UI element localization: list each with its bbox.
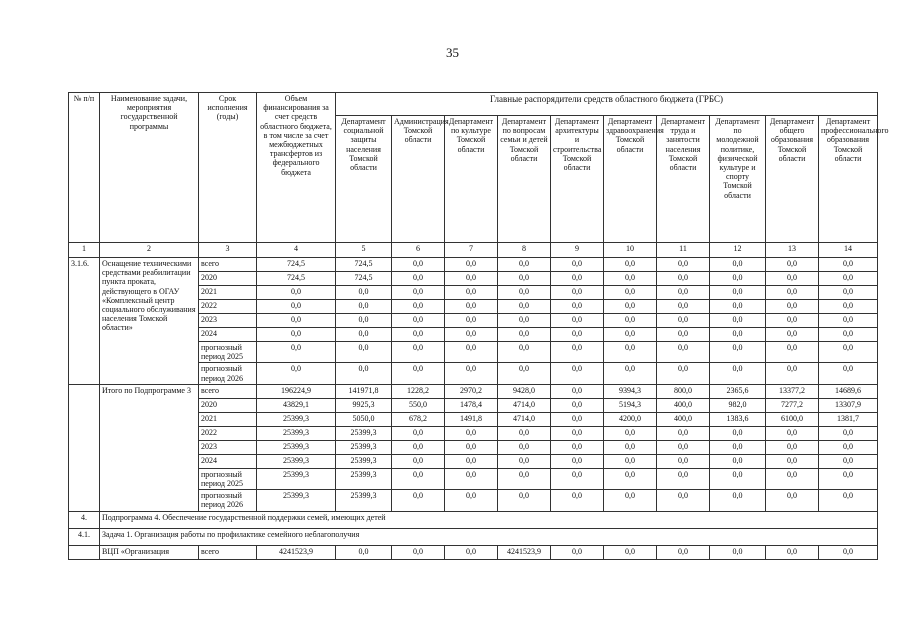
value-cell: 0,0	[257, 328, 336, 342]
section-number: 4.	[69, 511, 100, 528]
item-number: 3.1.6.	[69, 258, 100, 385]
value-cell: 9394,3	[604, 384, 657, 398]
value-cell: 7277,2	[766, 398, 819, 412]
value-cell: 0,0	[551, 412, 604, 426]
value-cell: 0,0	[766, 426, 819, 440]
column-number: 5	[336, 243, 392, 258]
value-cell: 0,0	[551, 286, 604, 300]
value-cell: 196224,9	[257, 384, 336, 398]
section-number: 4.1.	[69, 528, 100, 545]
value-cell: 0,0	[710, 426, 766, 440]
value-cell: 2365,6	[710, 384, 766, 398]
value-cell: 0,0	[657, 426, 710, 440]
item-number	[69, 384, 100, 511]
value-cell: 0,0	[498, 363, 551, 384]
value-cell: 13307,9	[819, 398, 878, 412]
value-cell: 0,0	[551, 384, 604, 398]
value-cell: 0,0	[392, 454, 445, 468]
value-cell: 4241523,9	[257, 545, 336, 559]
value-cell: 0,0	[819, 426, 878, 440]
header-num: № п/п	[69, 93, 100, 243]
value-cell: 0,0	[445, 545, 498, 559]
value-cell: 0,0	[766, 300, 819, 314]
value-cell: 0,0	[819, 545, 878, 559]
value-cell: 14689,6	[819, 384, 878, 398]
value-cell: 25399,3	[336, 440, 392, 454]
value-cell: 0,0	[257, 363, 336, 384]
value-cell: 0,0	[766, 314, 819, 328]
value-cell: 0,0	[657, 286, 710, 300]
value-cell: 1491,8	[445, 412, 498, 426]
value-cell: 0,0	[819, 468, 878, 489]
value-cell: 0,0	[445, 300, 498, 314]
value-cell: 0,0	[498, 258, 551, 272]
value-cell: 0,0	[392, 258, 445, 272]
value-cell: 25399,3	[257, 440, 336, 454]
value-cell: 0,0	[445, 286, 498, 300]
value-cell: 0,0	[336, 342, 392, 363]
value-cell: 0,0	[498, 468, 551, 489]
table-row	[69, 545, 878, 559]
value-cell: 0,0	[766, 272, 819, 286]
value-cell: 400,0	[657, 412, 710, 426]
value-cell: 0,0	[604, 490, 657, 511]
value-cell: 0,0	[819, 342, 878, 363]
value-cell: 0,0	[657, 363, 710, 384]
period-cell: всего	[199, 545, 257, 559]
column-number: 11	[657, 243, 710, 258]
header-dept: Департамент общего образования Томской области	[766, 116, 819, 243]
value-cell: 0,0	[819, 300, 878, 314]
period-cell: прогнозный период 2026	[199, 490, 257, 511]
value-cell: 0,0	[498, 426, 551, 440]
value-cell: 0,0	[604, 363, 657, 384]
value-cell: 0,0	[551, 468, 604, 489]
value-cell: 0,0	[392, 300, 445, 314]
value-cell: 0,0	[710, 342, 766, 363]
value-cell: 1478,4	[445, 398, 498, 412]
value-cell: 0,0	[551, 490, 604, 511]
section-title: Подпрограмма 4. Обеспечение государственной поддержки семей, имеющих детей	[100, 511, 878, 528]
value-cell: 0,0	[392, 426, 445, 440]
value-cell: 0,0	[551, 342, 604, 363]
value-cell: 0,0	[710, 490, 766, 511]
header-name: Наименование задачи, мероприятия государственной программы	[100, 93, 199, 243]
value-cell: 800,0	[657, 384, 710, 398]
value-cell: 0,0	[657, 468, 710, 489]
value-cell: 0,0	[336, 545, 392, 559]
value-cell: 0,0	[445, 272, 498, 286]
value-cell: 0,0	[657, 272, 710, 286]
value-cell: 724,5	[257, 258, 336, 272]
value-cell: 0,0	[657, 454, 710, 468]
value-cell: 0,0	[819, 286, 878, 300]
header-dept: Администрация Томской области	[392, 116, 445, 243]
value-cell: 0,0	[392, 272, 445, 286]
value-cell: 0,0	[392, 328, 445, 342]
period-cell: 2020	[199, 272, 257, 286]
value-cell: 0,0	[657, 258, 710, 272]
value-cell: 0,0	[551, 363, 604, 384]
value-cell: 0,0	[336, 328, 392, 342]
value-cell: 25399,3	[257, 412, 336, 426]
value-cell: 0,0	[551, 300, 604, 314]
header-period: Срок исполнения (годы)	[199, 93, 257, 243]
value-cell: 0,0	[710, 272, 766, 286]
value-cell: 0,0	[710, 545, 766, 559]
value-cell: 0,0	[551, 545, 604, 559]
value-cell: 9428,0	[498, 384, 551, 398]
value-cell: 25399,3	[336, 426, 392, 440]
value-cell: 0,0	[819, 272, 878, 286]
value-cell: 0,0	[498, 286, 551, 300]
header-dept: Департамент социальной защиты населения Томской области	[336, 116, 392, 243]
value-cell: 0,0	[766, 490, 819, 511]
value-cell: 0,0	[551, 314, 604, 328]
value-cell: 25399,3	[257, 468, 336, 489]
value-cell: 0,0	[445, 490, 498, 511]
period-cell: прогнозный период 2026	[199, 363, 257, 384]
value-cell: 0,0	[551, 398, 604, 412]
period-cell: всего	[199, 384, 257, 398]
period-cell: 2024	[199, 328, 257, 342]
value-cell: 13377,2	[766, 384, 819, 398]
value-cell: 0,0	[710, 363, 766, 384]
value-cell: 550,0	[392, 398, 445, 412]
value-cell: 0,0	[604, 300, 657, 314]
value-cell: 6100,0	[766, 412, 819, 426]
period-cell: 2021	[199, 412, 257, 426]
value-cell: 4714,0	[498, 412, 551, 426]
header-volume: Объем финансирования за счет средств областного бюджета, в том числе за счет межбюджетных трансфертов из федерального бюджета	[257, 93, 336, 243]
value-cell: 0,0	[336, 363, 392, 384]
value-cell: 0,0	[445, 363, 498, 384]
value-cell: 0,0	[766, 342, 819, 363]
section-row	[69, 528, 878, 545]
value-cell: 0,0	[445, 314, 498, 328]
value-cell: 25399,3	[336, 490, 392, 511]
value-cell: 0,0	[710, 300, 766, 314]
header-dept: Департамент архитектуры и строительства Томской области	[551, 116, 604, 243]
column-number: 8	[498, 243, 551, 258]
value-cell: 0,0	[766, 440, 819, 454]
value-cell: 0,0	[819, 454, 878, 468]
value-cell: 0,0	[336, 300, 392, 314]
table-row	[69, 384, 878, 398]
value-cell: 0,0	[604, 468, 657, 489]
column-number: 9	[551, 243, 604, 258]
value-cell: 25399,3	[257, 490, 336, 511]
value-cell: 0,0	[336, 286, 392, 300]
value-cell: 0,0	[498, 272, 551, 286]
value-cell: 1383,6	[710, 412, 766, 426]
item-number	[69, 545, 100, 559]
value-cell: 0,0	[336, 314, 392, 328]
value-cell: 0,0	[766, 363, 819, 384]
value-cell: 0,0	[604, 342, 657, 363]
value-cell: 0,0	[766, 545, 819, 559]
value-cell: 0,0	[657, 545, 710, 559]
page-number: 35	[446, 45, 459, 60]
header-row-1	[69, 93, 878, 116]
value-cell: 0,0	[392, 440, 445, 454]
item-name: ВЦП «Организация	[100, 545, 199, 559]
value-cell: 4241523,9	[498, 545, 551, 559]
section-row	[69, 511, 878, 528]
value-cell: 0,0	[392, 468, 445, 489]
value-cell: 5194,3	[604, 398, 657, 412]
value-cell: 0,0	[710, 258, 766, 272]
period-cell: прогнозный период 2025	[199, 468, 257, 489]
value-cell: 0,0	[257, 342, 336, 363]
value-cell: 982,0	[710, 398, 766, 412]
value-cell: 0,0	[551, 440, 604, 454]
value-cell: 0,0	[604, 328, 657, 342]
item-name: Итого по Подпрограмме 3	[100, 384, 199, 511]
value-cell: 0,0	[766, 468, 819, 489]
value-cell: 2970,2	[445, 384, 498, 398]
value-cell: 724,5	[257, 272, 336, 286]
period-cell: 2023	[199, 440, 257, 454]
value-cell: 25399,3	[336, 454, 392, 468]
value-cell: 0,0	[766, 454, 819, 468]
period-cell: всего	[199, 258, 257, 272]
value-cell: 25399,3	[257, 426, 336, 440]
value-cell: 0,0	[819, 490, 878, 511]
value-cell: 0,0	[604, 286, 657, 300]
value-cell: 1228,2	[392, 384, 445, 398]
value-cell: 0,0	[710, 314, 766, 328]
value-cell: 0,0	[445, 468, 498, 489]
value-cell: 0,0	[604, 272, 657, 286]
table-row	[69, 258, 878, 272]
value-cell: 0,0	[257, 314, 336, 328]
value-cell: 0,0	[551, 454, 604, 468]
value-cell: 4714,0	[498, 398, 551, 412]
value-cell: 0,0	[657, 490, 710, 511]
column-number: 2	[100, 243, 199, 258]
item-name: Оснащение техническими средствами реабилитации пункта проката, действующего в ОГАУ «Комплексный центр социального обслуживания населения Томской области»	[100, 258, 199, 385]
header-dept: Департамент труда и занятости населения Томской области	[657, 116, 710, 243]
column-number: 3	[199, 243, 257, 258]
value-cell: 0,0	[498, 328, 551, 342]
value-cell: 0,0	[551, 328, 604, 342]
value-cell: 0,0	[710, 286, 766, 300]
value-cell: 678,2	[392, 412, 445, 426]
value-cell: 0,0	[710, 468, 766, 489]
value-cell: 0,0	[551, 426, 604, 440]
value-cell: 0,0	[498, 342, 551, 363]
value-cell: 0,0	[819, 440, 878, 454]
period-cell: 2023	[199, 314, 257, 328]
value-cell: 0,0	[498, 440, 551, 454]
value-cell: 9925,3	[336, 398, 392, 412]
value-cell: 25399,3	[257, 454, 336, 468]
value-cell: 0,0	[604, 314, 657, 328]
value-cell: 1381,7	[819, 412, 878, 426]
column-number: 4	[257, 243, 336, 258]
value-cell: 0,0	[445, 342, 498, 363]
value-cell: 0,0	[551, 258, 604, 272]
period-cell: 2021	[199, 286, 257, 300]
value-cell: 0,0	[710, 328, 766, 342]
value-cell: 5050,0	[336, 412, 392, 426]
value-cell: 0,0	[498, 454, 551, 468]
value-cell: 0,0	[766, 258, 819, 272]
header-dept: Департамент по вопросам семьи и детей Томской области	[498, 116, 551, 243]
header-dept: Департамент по молодежной политике, физической культуре и спорту Томской области	[710, 116, 766, 243]
value-cell: 0,0	[392, 545, 445, 559]
value-cell: 0,0	[392, 342, 445, 363]
value-cell: 724,5	[336, 258, 392, 272]
value-cell: 0,0	[766, 328, 819, 342]
value-cell: 0,0	[257, 286, 336, 300]
value-cell: 0,0	[657, 300, 710, 314]
value-cell: 0,0	[657, 328, 710, 342]
value-cell: 0,0	[445, 328, 498, 342]
header-dept: Департамент здравоохранения Томской области	[604, 116, 657, 243]
value-cell: 0,0	[392, 363, 445, 384]
value-cell: 400,0	[657, 398, 710, 412]
value-cell: 4200,0	[604, 412, 657, 426]
value-cell: 0,0	[710, 454, 766, 468]
value-cell: 0,0	[392, 314, 445, 328]
value-cell: 0,0	[604, 426, 657, 440]
period-cell: 2022	[199, 426, 257, 440]
period-cell: 2020	[199, 398, 257, 412]
column-number: 14	[819, 243, 878, 258]
column-number: 13	[766, 243, 819, 258]
value-cell: 724,5	[336, 272, 392, 286]
value-cell: 0,0	[445, 258, 498, 272]
value-cell: 0,0	[498, 490, 551, 511]
value-cell: 0,0	[657, 440, 710, 454]
value-cell: 25399,3	[336, 468, 392, 489]
period-cell: прогнозный период 2025	[199, 342, 257, 363]
value-cell: 0,0	[819, 258, 878, 272]
header-dept: Департамент по культуре Томской области	[445, 116, 498, 243]
value-cell: 0,0	[657, 342, 710, 363]
budget-table	[68, 92, 889, 560]
value-cell: 0,0	[819, 328, 878, 342]
value-cell: 0,0	[657, 314, 710, 328]
value-cell: 0,0	[604, 258, 657, 272]
value-cell: 0,0	[392, 286, 445, 300]
value-cell: 0,0	[445, 440, 498, 454]
value-cell: 0,0	[551, 272, 604, 286]
value-cell: 0,0	[498, 314, 551, 328]
column-number: 6	[392, 243, 445, 258]
period-cell: 2022	[199, 300, 257, 314]
header-grbs: Главные распорядители средств областного бюджета (ГРБС)	[336, 93, 878, 116]
value-cell: 0,0	[819, 363, 878, 384]
section-title: Задача 1. Организация работы по профилактике семейного неблагополучия	[100, 528, 878, 545]
value-cell: 0,0	[392, 490, 445, 511]
value-cell: 0,0	[710, 440, 766, 454]
column-number: 12	[710, 243, 766, 258]
period-cell: 2024	[199, 454, 257, 468]
column-number: 7	[445, 243, 498, 258]
column-number: 1	[69, 243, 100, 258]
column-number-row	[69, 243, 878, 258]
value-cell: 0,0	[604, 454, 657, 468]
column-number: 10	[604, 243, 657, 258]
value-cell: 0,0	[498, 300, 551, 314]
value-cell: 0,0	[819, 314, 878, 328]
value-cell: 0,0	[257, 300, 336, 314]
value-cell: 0,0	[445, 426, 498, 440]
value-cell: 0,0	[766, 286, 819, 300]
value-cell: 0,0	[604, 440, 657, 454]
value-cell: 0,0	[445, 454, 498, 468]
value-cell: 141971,8	[336, 384, 392, 398]
value-cell: 43829,1	[257, 398, 336, 412]
header-dept: Департамент профессионального образования Томской области	[819, 116, 878, 243]
value-cell: 0,0	[604, 545, 657, 559]
